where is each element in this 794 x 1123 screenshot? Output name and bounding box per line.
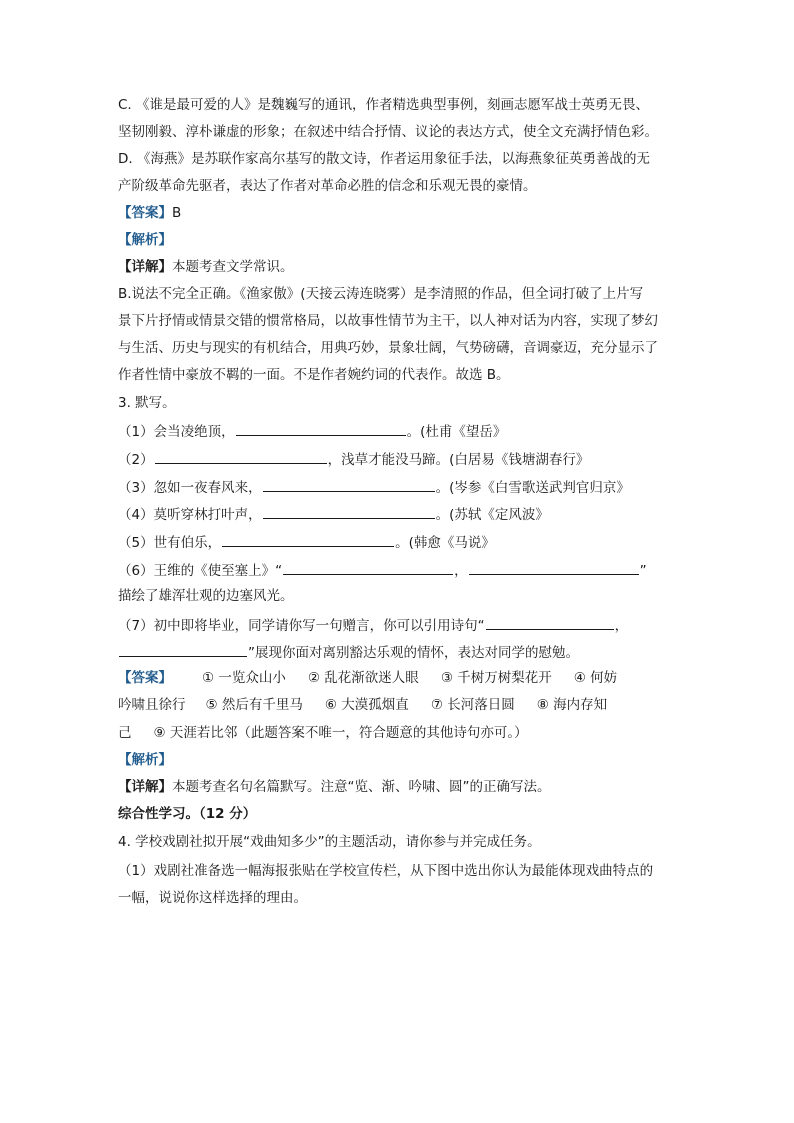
detail-text: 本题考查名句名篇默写。注意“览、渐、吟啸、圆”的正确写法。 [172, 779, 551, 795]
question-3-1 [118, 421, 678, 441]
question-3-6-cont: 描绘了雄浑壮观的边塞风光。 [118, 588, 294, 604]
answer-1 [118, 204, 678, 222]
fill-blank[interactable] [263, 477, 435, 492]
answer-item: ③ 千树万树梨花开 [440, 670, 552, 686]
detail-text: 本题考查文学常识。 [172, 259, 294, 275]
fill-blank[interactable] [222, 532, 394, 547]
answer-tag: 【答案】 [118, 670, 172, 686]
question-4-line-3: 一幅，说说你这样选择的理由。 [118, 890, 307, 906]
q3-1-prefix: （1）会当凌绝顶， [118, 424, 235, 440]
answer-2-line-1 [118, 669, 678, 687]
section-title: 综合性学习。（12 分） [118, 806, 257, 822]
fill-blank[interactable] [155, 449, 327, 464]
q3-4-prefix: （4）莫听穿林打叶声， [118, 507, 262, 523]
q3-7-prefix: （7）初中即将毕业，同学请你写一句赠言，你可以引用诗句“ [118, 618, 485, 634]
question-4-line-2: （1）戏剧社准备选一幅海报张贴在学校宣传栏，从下图中选出你认为最能体现戏曲特点的 [118, 863, 654, 879]
q3-3-prefix: （3）忽如一夜春风来， [118, 480, 262, 496]
answer-item: ⑥ 大漠孤烟直 [324, 697, 409, 713]
detail-tag: 【详解】 [118, 779, 172, 795]
option-d-line-1: D. 《海燕》是苏联作家高尔基写的散文诗，作者运用象征手法，以海燕象征英勇善战的无 [118, 151, 650, 167]
fill-blank[interactable] [236, 421, 406, 436]
question-3-7-cont [118, 642, 678, 662]
fill-blank[interactable] [283, 560, 453, 575]
explanation-b-line-4: 作者性情中豪放不羁的一面。不是作者婉约词的代表作。故选 B。 [118, 367, 510, 383]
answer-item: ② 乱花渐欲迷人眼 [307, 670, 419, 686]
explanation-b-line-3: 与生活、历史与现实的有机结合，用典巧妙，景象壮阔，气势磅礴，音调豪迈，充分显示了 [118, 340, 658, 356]
q3-2-suffix: ，浅草才能没马蹄。(白居易《钱塘湖春行》 [327, 452, 590, 468]
option-d-line-2: 产阶级革命先驱者，表达了作者对革命必胜的信念和乐观无畏的豪情。 [118, 178, 537, 194]
question-3-7 [118, 615, 678, 635]
question-3-title: 3. 默写。 [118, 395, 176, 411]
question-3-2 [118, 449, 678, 469]
fill-blank[interactable] [469, 560, 639, 575]
option-c-line-1: C. 《谁是最可爱的人》是魏巍写的通讯，作者精选典型事例，刻画志愿军战士英勇无畏、 [118, 97, 650, 113]
option-c-line-2: 坚韧刚毅、淳朴谦虚的形象；在叙述中结合抒情、议论的表达方式，使全文充满抒情色彩。 [118, 124, 658, 140]
detail-tag: 【详解】 [118, 259, 172, 275]
explanation-b-line-2: 景下片抒情或情景交错的惯常格局，以故事性情节为主干，以人神对话为内容，实现了梦幻 [118, 313, 658, 329]
analysis-2 [118, 751, 678, 769]
q3-5-suffix: 。(韩愈《马说》 [395, 535, 495, 551]
detail-1 [118, 258, 678, 276]
answer-2-line-3 [118, 724, 678, 742]
question-3-6 [118, 560, 678, 580]
answer-value: B [172, 205, 182, 221]
answer-item: 吟啸且徐行 [118, 697, 186, 713]
q3-2-prefix: （2） [118, 452, 154, 468]
answer-item: ⑦ 长河落日圆 [430, 697, 515, 713]
analysis-1 [118, 231, 678, 249]
q3-7-suffix: ”展现你面对离别豁达乐观的情怀，表达对同学的慰勉。 [248, 645, 579, 661]
fill-blank[interactable] [486, 615, 614, 630]
question-3-4 [118, 504, 678, 524]
analysis-tag: 【解析】 [118, 232, 172, 248]
fill-blank[interactable] [263, 504, 435, 519]
question-3-5 [118, 532, 678, 552]
q3-1-suffix: 。(杜甫《望岳》 [406, 424, 507, 440]
analysis-tag: 【解析】 [118, 752, 172, 768]
q3-3-suffix: 。(岑参《白雪歌送武判官归京》 [435, 480, 630, 496]
answer-item: ① 一览众山小 [202, 670, 286, 686]
explanation-b-line-1: B.说法不完全正确。《渔家傲》(天接云涛连晓雾）是李清照的作品，但全词打破了上片写 [118, 286, 644, 302]
q3-7-comma: ， [614, 618, 629, 634]
answer-item: 己 [118, 725, 132, 741]
answer-item: ⑤ 然后有千里马 [205, 697, 303, 713]
answer-item: ⑨ 天涯若比邻（此题答案不唯一，符合题意的其他诗句亦可。） [153, 725, 528, 741]
answer-2-line-2 [118, 696, 678, 714]
answer-tag: 【答案】 [118, 205, 172, 221]
question-4-line-1: 4. 学校戏剧社拟开展“戏曲知多少”的主题活动，请你参与并完成任务。 [118, 834, 541, 850]
q3-4-suffix: 。(苏轼《定风波》 [435, 507, 549, 523]
answer-item: ⑧ 海内存知 [536, 697, 608, 713]
fill-blank[interactable] [119, 642, 247, 657]
q3-6-prefix: （6）王维的《使至塞上》“ [118, 563, 283, 579]
q3-6-quote: ” [639, 563, 647, 579]
q3-5-prefix: （5）世有伯乐， [118, 535, 222, 551]
detail-2 [118, 778, 678, 796]
question-3-3 [118, 477, 678, 497]
answer-item: ④ 何妨 [573, 670, 618, 686]
q3-6-comma: ， [454, 563, 468, 579]
